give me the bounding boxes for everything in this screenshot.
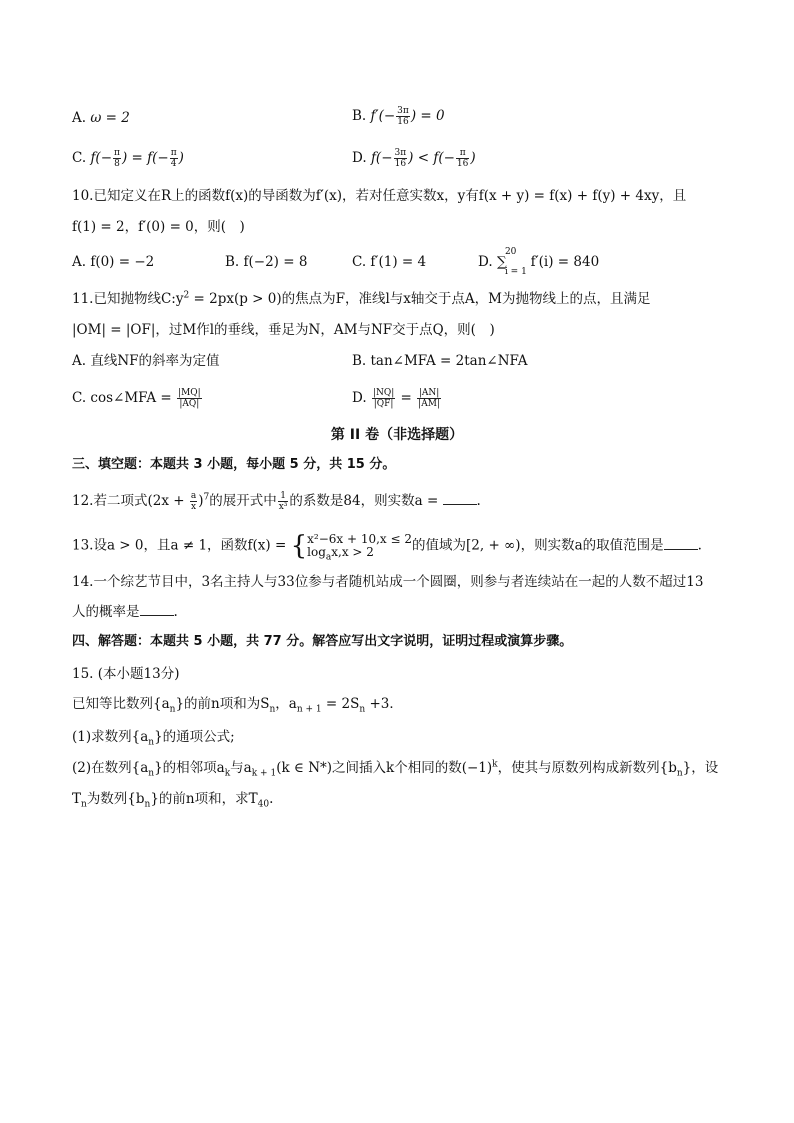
q9-option-d: D. f(− $\frac{3\pi}{16}$ ) < f(− $\frac{\pi}{16}$ ) <box>352 148 476 169</box>
q10-option-c: C. f′(1) = 4 <box>352 254 427 270</box>
q10-option-d: D. ∑ 20 i = 1 f′(i) = 840 <box>478 247 600 277</box>
q11-option-c: C. cos∠MFA = $\frac{|MQ|}{|AQ|}$ <box>72 388 201 409</box>
q11-stem-line2: |OM| = |OF|，过M作l的垂线，垂足为N，AM与NF交于点Q，则( ) <box>72 322 495 338</box>
q14-stem-line2: 人的概率是 . <box>72 604 178 620</box>
q13-stem: 13.设a > 0，且a ≠ 1，函数f(x) = { x²−6x + 10,x ≤ 2 $\log_ax,x > 2$ 的值域为[2, + ∞)，则实数a的取值范围是 . <box>72 531 702 563</box>
q9-option-a: A. ω = 2 <box>72 110 130 126</box>
q14-stem-line1: 14.一个综艺节目中，3名主持人与33位参与者随机站成一个圆圈，则参与者连续站在一起的人数不超过13 <box>72 574 704 590</box>
answer-blank[interactable] <box>443 492 477 505</box>
q15-part2-line1: (2)在数列$\{a_n\}$的相邻项$a_k$与$a_{k + 1}(k$ ∈ N*)之间插入k个相同的数$(-1)^k$，使其与原数列构成新数列$\{b_n\}$，设 <box>72 759 719 779</box>
q10-stem-line1: 10.已知定义在R上的函数f(x)的导函数为f′(x)，若对任意实数x，y有f(x + y) = f(x) + f(y) + 4xy，且 <box>72 188 687 204</box>
q10-option-a: A. f(0) = −2 <box>72 254 155 270</box>
q11-option-d: D. $\frac{|NQ|}{|QF|}$ = $\frac{|AN|}{|AM|}$ <box>352 388 440 409</box>
q15-part2-line2: $T_n$为数列$\{b_n\}$的前n项和，求$T_{40}$. <box>72 791 274 810</box>
part3-heading: 三、填空题：本题共 3 小题，每小题 5 分，共 15 分。 <box>72 457 396 472</box>
q11-option-a: A. 直线NF的斜率为定值 <box>72 353 220 369</box>
answer-blank[interactable] <box>140 603 174 616</box>
section-2-title: 第 II 卷（非选择题） <box>330 427 464 443</box>
q15-part1: (1)求数列$\{a_n\}$的通项公式; <box>72 729 235 748</box>
q10-stem-line2: f(1) = 2，f′(0) = 0，则( ) <box>72 219 245 235</box>
q15-stem: 已知等比数列$\{a_n\}$的前n项和为$S_n$，$a_{n + 1} = 2S_n +3$． <box>72 696 403 715</box>
answer-blank[interactable] <box>664 537 698 550</box>
q12-stem: 12.若二项式(2x + $\frac{a}{x}$ )$^7$的展开式中 $\frac{1}{\text{x³}}$ 的系数是84，则实数a = . <box>72 491 481 512</box>
q9-option-b: B. f′(− $\frac{3\pi}{16}$ ) = 0 <box>352 106 445 127</box>
q15-title: 15. (本小题13分) <box>72 666 180 682</box>
q10-option-b: B. f(−2) = 8 <box>225 254 308 270</box>
part4-heading: 四、解答题：本题共 5 小题，共 77 分。解答应写出文字说明，证明过程或演算步骤。 <box>72 634 573 649</box>
q11-stem-line1: 11.已知抛物线$C:y^2 = 2px(p > 0)$的焦点为F，准线l与x轴交于点A，M为抛物线上的点，且满足 <box>72 290 651 307</box>
q9-option-c: C. f(− $\frac{\pi}{8}$ ) = f(− $\frac{\pi}{4}$ ) <box>72 148 184 169</box>
q11-option-b: B. tan∠MFA = 2tan∠NFA <box>352 353 528 369</box>
